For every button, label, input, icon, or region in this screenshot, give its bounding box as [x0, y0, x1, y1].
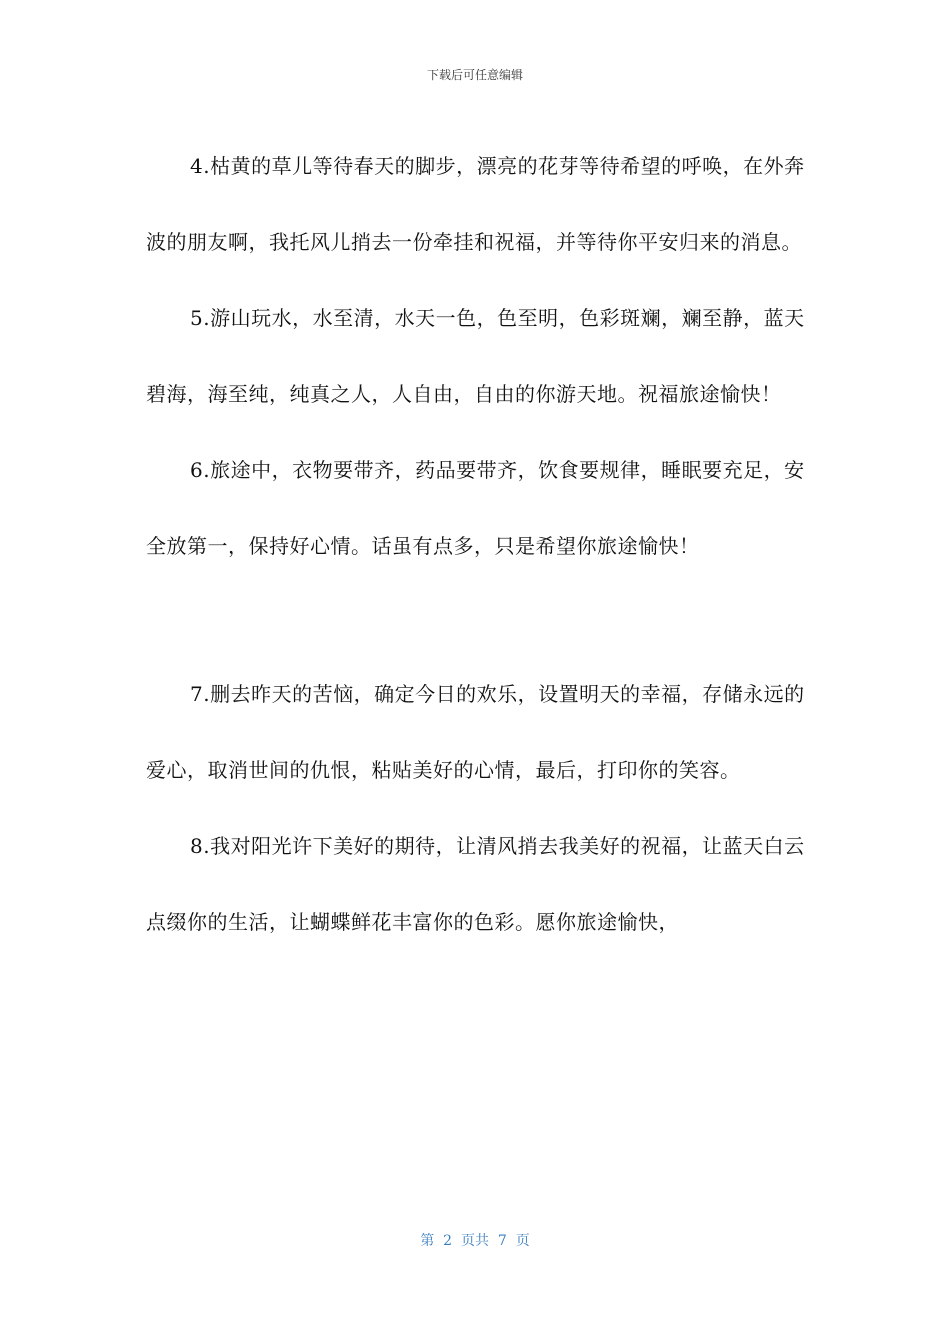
- paragraph-5: 5.游山玩水，水至清，水天一色，色至明，色彩斑斓，斓至静，蓝天碧海，海至纯，纯真之人，人自由，自由的你游天地。祝福旅途愉快！: [146, 306, 805, 406]
- paragraph-8: 8.我对阳光许下美好的期待，让清风捎去我美好的祝福，让蓝天白云点缀你的生活，让蝴蝶鲜花丰富你的色彩。愿你旅途愉快，: [146, 834, 805, 934]
- paragraph-4: 4.枯黄的草儿等待春天的脚步，漂亮的花芽等待希望的呼唤，在外奔波的朋友啊，我托风儿捎去一份牵挂和祝福，并等待你平安归来的消息。: [146, 154, 805, 254]
- page-header: 下载后可任意编辑: [426, 68, 523, 82]
- page-number-footer: 第 2 页共 7 页: [420, 1233, 530, 1249]
- document-body: [146, 128, 806, 960]
- paragraph-7: 7.删去昨天的苦恼，确定今日的欢乐，设置明天的幸福，存储永远的爱心，取消世间的仇恨，粘贴美好的心情，最后，打印你的笑容。: [146, 682, 805, 782]
- paragraph-6: 6.旅途中，衣物要带齐，药品要带齐，饮食要规律，睡眠要充足，安全放第一，保持好心情。话虽有点多，只是希望你旅途愉快！: [146, 458, 805, 558]
